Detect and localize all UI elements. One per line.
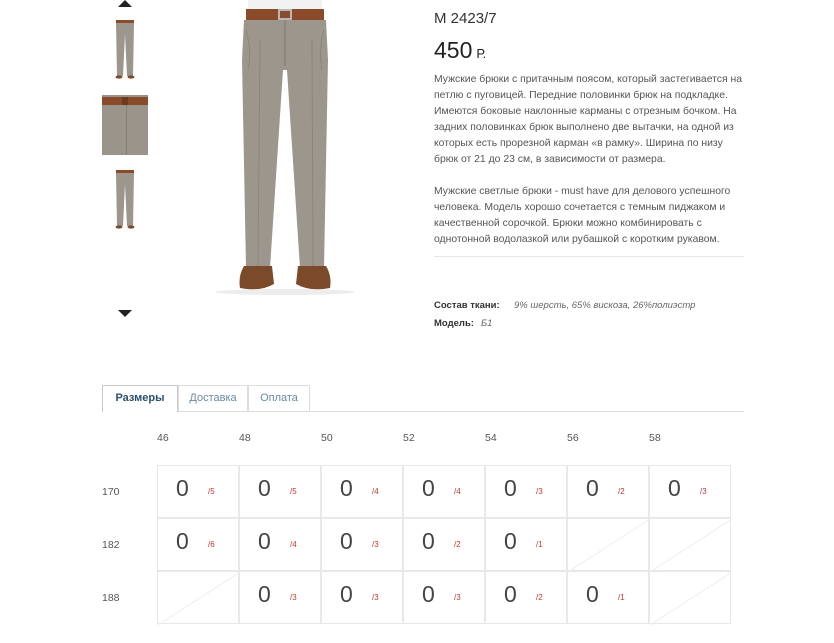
unavailable-slash-icon [568,519,650,572]
size-cell[interactable] [403,465,485,518]
size-cell-unavailable [649,518,731,571]
product-sku: М 2423/7 [434,10,497,27]
divider [434,256,744,257]
trousers-image-icon [200,0,370,296]
size-cell[interactable] [403,571,485,624]
size-cell[interactable] [485,571,567,624]
size-cell[interactable] [485,518,567,571]
tab-delivery[interactable]: Доставка [178,385,248,411]
quantity-value: 0 [504,581,517,607]
quantity-value: 0 [258,475,271,501]
quantity-value: 0 [422,475,435,501]
description-paragraph-2: Мужские светлые брюки - must have для делового успешного человека. Модель хорошо сочетается с темным пиджаком и качественной сорочкой. Брюки можно комбинировать с однотонной водолазкой или рубашкой с коротким рукавом. [434,186,731,245]
size-header-5: 56 [567,432,579,444]
tab-sizes[interactable]: Размеры [102,385,178,412]
trousers-thumbnail-icon [102,18,148,80]
thumbnail-3[interactable] [102,168,148,230]
size-cell[interactable] [321,571,403,624]
quantity-value: 0 [504,528,517,554]
belt-closeup-thumbnail-icon [102,95,148,155]
quantity-value: 0 [586,581,599,607]
price-value: 450 [434,37,473,63]
quantity-value: 0 [340,528,353,554]
spec-model-value: Б1 [481,318,493,329]
size-cell[interactable] [649,465,731,518]
description-paragraph-1: Мужские брюки с притачным поясом, который застегивается на петлю с пуговицей. Передние половинки брюк на подкладке. Имеются боковые наклонные карманы с отрезным бочком. На задних половинках брюк выполнено две вытачки, на одной из которых есть прорезной карман «в рамку». Ширина по низу брюк от 21 до 23 см, в зависимости от размера. [434,74,742,165]
quantity-value: 0 [668,475,681,501]
stock-count: /3 [290,593,297,602]
size-cell-unavailable [567,518,649,571]
height-label-1: 182 [102,539,120,551]
quantity-value: 0 [504,475,517,501]
price-currency: Р. [476,46,487,61]
height-label-0: 170 [102,486,120,498]
product-description [434,72,744,248]
scroll-down-arrow-icon[interactable] [118,310,132,317]
quantity-value: 0 [258,528,271,554]
spec-fabric-value: 9% шерсть, 65% вискоза, 26%полиэстр [514,300,696,311]
stock-count: /6 [208,540,215,549]
stock-count: /2 [536,593,543,602]
quantity-value: 0 [340,475,353,501]
stock-count: /5 [208,487,215,496]
thumbnail-2[interactable] [102,95,148,155]
size-cell-unavailable [649,571,731,624]
size-cell[interactable] [403,518,485,571]
size-header-4: 54 [485,432,497,444]
stock-count: /3 [372,540,379,549]
size-cell[interactable] [567,571,649,624]
stock-count: /4 [290,540,297,549]
quantity-value: 0 [422,528,435,554]
unavailable-slash-icon [650,519,732,572]
spec-fabric-label: Состав ткани: [434,300,500,311]
stock-count: /3 [700,487,707,496]
stock-count: /3 [454,593,461,602]
unavailable-slash-icon [158,572,240,625]
thumbnail-1[interactable] [102,18,148,80]
size-cell[interactable] [321,518,403,571]
size-cell[interactable] [485,465,567,518]
size-cell[interactable] [157,518,239,571]
stock-count: /1 [536,540,543,549]
size-cell[interactable] [567,465,649,518]
size-cell-unavailable [157,571,239,624]
size-cell[interactable] [239,465,321,518]
quantity-value: 0 [422,581,435,607]
trousers-back-thumbnail-icon [102,168,148,230]
size-header-1: 48 [239,432,251,444]
size-header-3: 52 [403,432,415,444]
stock-count: /3 [536,487,543,496]
stock-count: /1 [618,593,625,602]
height-label-2: 188 [102,592,120,604]
unavailable-slash-icon [650,572,732,625]
spec-model-label: Модель: [434,318,474,329]
size-cell[interactable] [239,518,321,571]
quantity-value: 0 [176,528,189,554]
stock-count: /3 [372,593,379,602]
size-cell[interactable] [239,571,321,624]
stock-count: /4 [372,487,379,496]
stock-count: /2 [618,487,625,496]
tab-payment[interactable]: Оплата [248,385,310,411]
size-header-2: 50 [321,432,333,444]
quantity-value: 0 [340,581,353,607]
size-header-0: 46 [157,432,169,444]
size-cell[interactable] [321,465,403,518]
stock-count: /4 [454,487,461,496]
size-cell[interactable] [157,465,239,518]
product-price [434,37,486,64]
stock-count: /5 [290,487,297,496]
stock-count: /2 [454,540,461,549]
scroll-up-arrow-icon[interactable] [118,0,132,7]
main-product-image [200,0,370,296]
size-header-6: 58 [649,432,661,444]
tabs-divider [102,411,744,412]
quantity-value: 0 [258,581,271,607]
quantity-value: 0 [586,475,599,501]
quantity-value: 0 [176,475,189,501]
